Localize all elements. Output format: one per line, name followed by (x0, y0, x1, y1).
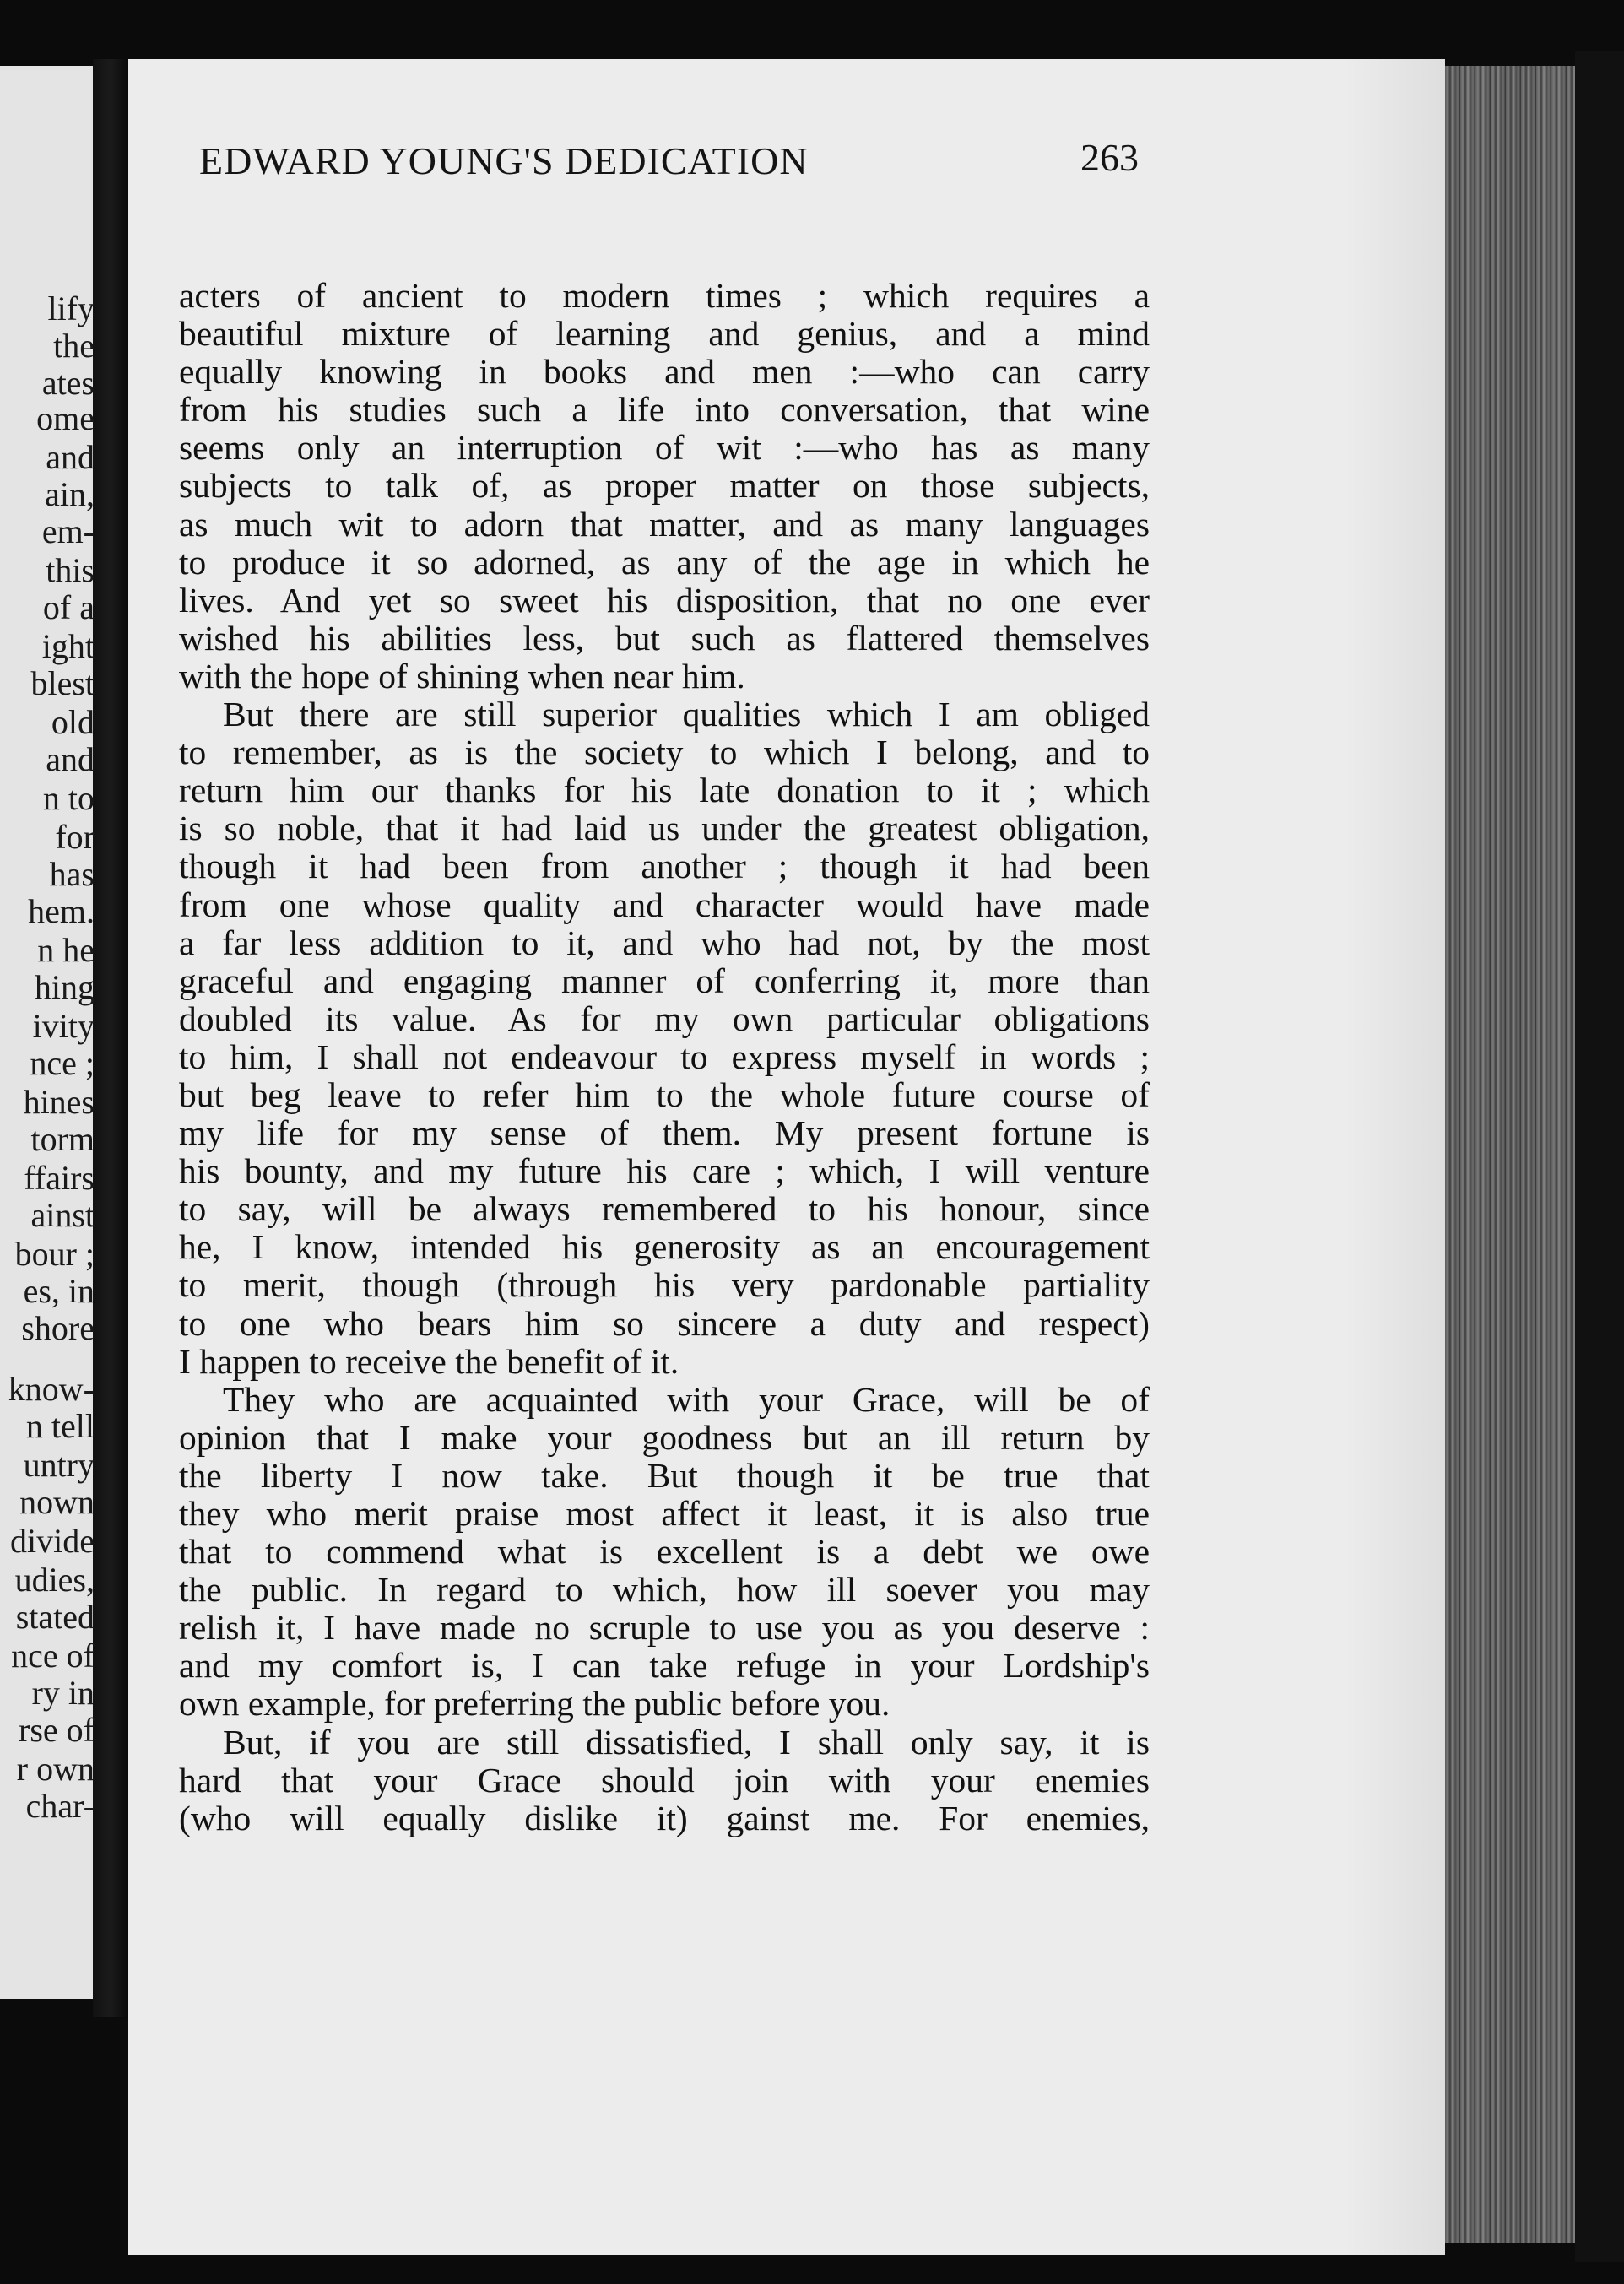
text-line: a far less addition to it, and who had not, by the most (179, 923, 1150, 962)
facing-page-fragment: and (46, 438, 95, 476)
text-line: I happen to receive the benefit of it. (179, 1341, 679, 1381)
facing-page-fragment: hem. (28, 892, 95, 930)
facing-page-fragment: hing (34, 968, 95, 1006)
facing-page-fragment: ffairs (24, 1159, 95, 1197)
text-line: from his studies such a life into conversation, that wine (179, 390, 1150, 430)
text-line: own example, for preferring the public before you. (179, 1684, 890, 1724)
text-line: subjects to talk of, as proper matter on those subjects, (179, 466, 1150, 506)
text-line: to merit, though (through his very pardonable partiality (179, 1265, 1150, 1305)
text-line: but beg leave to refer him to the whole future course of (179, 1074, 1150, 1114)
book-gutter (93, 59, 128, 2017)
paragraph (179, 277, 1150, 695)
text-line: as much wit to adorn that matter, and as many languages (179, 504, 1150, 544)
text-line: equally knowing in books and men :—who can carry (179, 352, 1150, 392)
facing-page-fragment: ivity (32, 1007, 95, 1045)
facing-page-fragment: shore (21, 1309, 95, 1347)
facing-page-fragment: nce ; (30, 1044, 95, 1082)
facing-page-fragment: n tell (25, 1407, 95, 1445)
facing-page-fragment: divide (10, 1522, 95, 1560)
facing-page-fragment: torm (30, 1120, 95, 1158)
facing-page-fragment: ry in (31, 1674, 95, 1712)
text-line: relish it, I have made no scruple to use you as you deserve : (179, 1608, 1150, 1648)
facing-page-fragment: ainst (30, 1196, 95, 1234)
facing-page-fragment: char- (25, 1787, 95, 1825)
text-line: the public. In regard to which, how ill soever you may (179, 1570, 1150, 1610)
text-line: They who are acquainted with your Grace, will be of (223, 1379, 1150, 1419)
text-line: to him, I shall not endeavour to express myself in words ; (179, 1036, 1150, 1076)
facing-page-fragment: ight (41, 627, 95, 665)
text-line: that to commend what is excellent is a debt we owe (179, 1532, 1150, 1572)
facing-page-fragment: em- (41, 512, 95, 550)
text-line: opinion that I make your goodness but an ill return by (179, 1417, 1150, 1457)
facing-page-fragment: n he (37, 931, 95, 969)
book-page-edges (1445, 66, 1575, 2243)
facing-page-fragment: n to (42, 779, 95, 817)
text-line: hard that your Grace should join with your enemies (179, 1760, 1150, 1800)
text-line: beautiful mixture of learning and genius, and a mind (179, 314, 1150, 354)
paragraph (179, 695, 1150, 1381)
text-line: graceful and engaging manner of conferring it, more than (179, 961, 1150, 1000)
text-line: seems only an interruption of wit :—who has as many (179, 428, 1150, 468)
facing-page-fragment: lify (47, 290, 95, 327)
running-title: EDWARD YOUNG'S DEDICATION (199, 139, 809, 182)
book-cover-edge (1575, 51, 1624, 2262)
text-line: and my comfort is, I can take refuge in your Lordship's (179, 1646, 1150, 1686)
text-line: to produce it so adorned, as any of the age in which he (179, 542, 1150, 582)
facing-page-fragment: udies, (14, 1561, 95, 1599)
facing-page-fragment: es, in (23, 1272, 95, 1310)
text-line: is so noble, that it had laid us under the greatest obligation, (179, 809, 1150, 848)
text-line: lives. And yet so sweet his disposition, that no one ever (179, 580, 1150, 620)
text-line: But, if you are still dissatisfied, I shall only say, it is (223, 1722, 1150, 1762)
text-line: though it had been from another ; though it had been (179, 847, 1150, 886)
facing-page-fragment: untry (23, 1446, 95, 1484)
text-line: my life for my sense of them. My present fortune is (179, 1113, 1150, 1153)
page-shadow (1344, 59, 1445, 2255)
facing-page-fragment: this (46, 551, 95, 589)
text-line: wished his abilities less, but such as flattered themselves (179, 618, 1150, 658)
facing-page-fragment: nce of (11, 1637, 95, 1675)
text-line: he, I know, intended his generosity as an encouragement (179, 1227, 1150, 1267)
text-line: But there are still superior qualities which I am obliged (223, 695, 1150, 734)
paragraph (179, 1724, 1150, 1837)
facing-page-fragment: ome (36, 399, 95, 437)
text-line: to remember, as is the society to which I belong, and to (179, 733, 1150, 772)
facing-page-fragment: old (51, 703, 95, 741)
text-line: with the hope of shining when near him. (179, 656, 745, 695)
paragraph (179, 1381, 1150, 1724)
text-line: to say, will be always remembered to his honour, since (179, 1189, 1150, 1229)
text-line: his bounty, and my future his care ; which, I will venture (179, 1151, 1150, 1191)
facing-page-fragment: stated (15, 1598, 95, 1636)
facing-page-fragment: know- (8, 1370, 95, 1408)
facing-page-fragment: rse of (19, 1711, 95, 1749)
facing-page-fragment: hines (23, 1083, 95, 1121)
facing-page-fragment: nown (19, 1483, 95, 1521)
text-line: acters of ancient to modern times ; which requires a (179, 276, 1150, 315)
text-line: doubled its value. As for my own particular obligations (179, 999, 1150, 1038)
facing-page-fragment: has (49, 855, 95, 893)
text-line: the liberty I now take. But though it be true that (179, 1455, 1150, 1495)
text-line: from one whose quality and character would have made (179, 885, 1150, 924)
facing-page-fragment: for (55, 818, 95, 856)
text-line: (who will equally dislike it) gainst me. For enemies, (179, 1798, 1150, 1837)
text-line: they who merit praise most affect it least, it is also true (179, 1494, 1150, 1533)
facing-page-fragment: and (46, 740, 95, 778)
facing-page-fragment: the (53, 327, 95, 365)
facing-page-fragment: of a (42, 588, 95, 626)
facing-page-fragment: r own (16, 1750, 95, 1788)
facing-page-fragment: ain, (45, 475, 95, 513)
facing-page-fragment: ates (41, 364, 95, 402)
text-line: to one who bears him so sincere a duty and respect) (179, 1303, 1150, 1343)
facing-page-fragment: blest (30, 664, 95, 702)
page-number: 263 (1080, 136, 1139, 179)
page-body-text (179, 277, 1150, 1837)
text-line: return him our thanks for his late donation to it ; which (179, 771, 1150, 810)
facing-page-fragment: bour ; (14, 1235, 95, 1273)
